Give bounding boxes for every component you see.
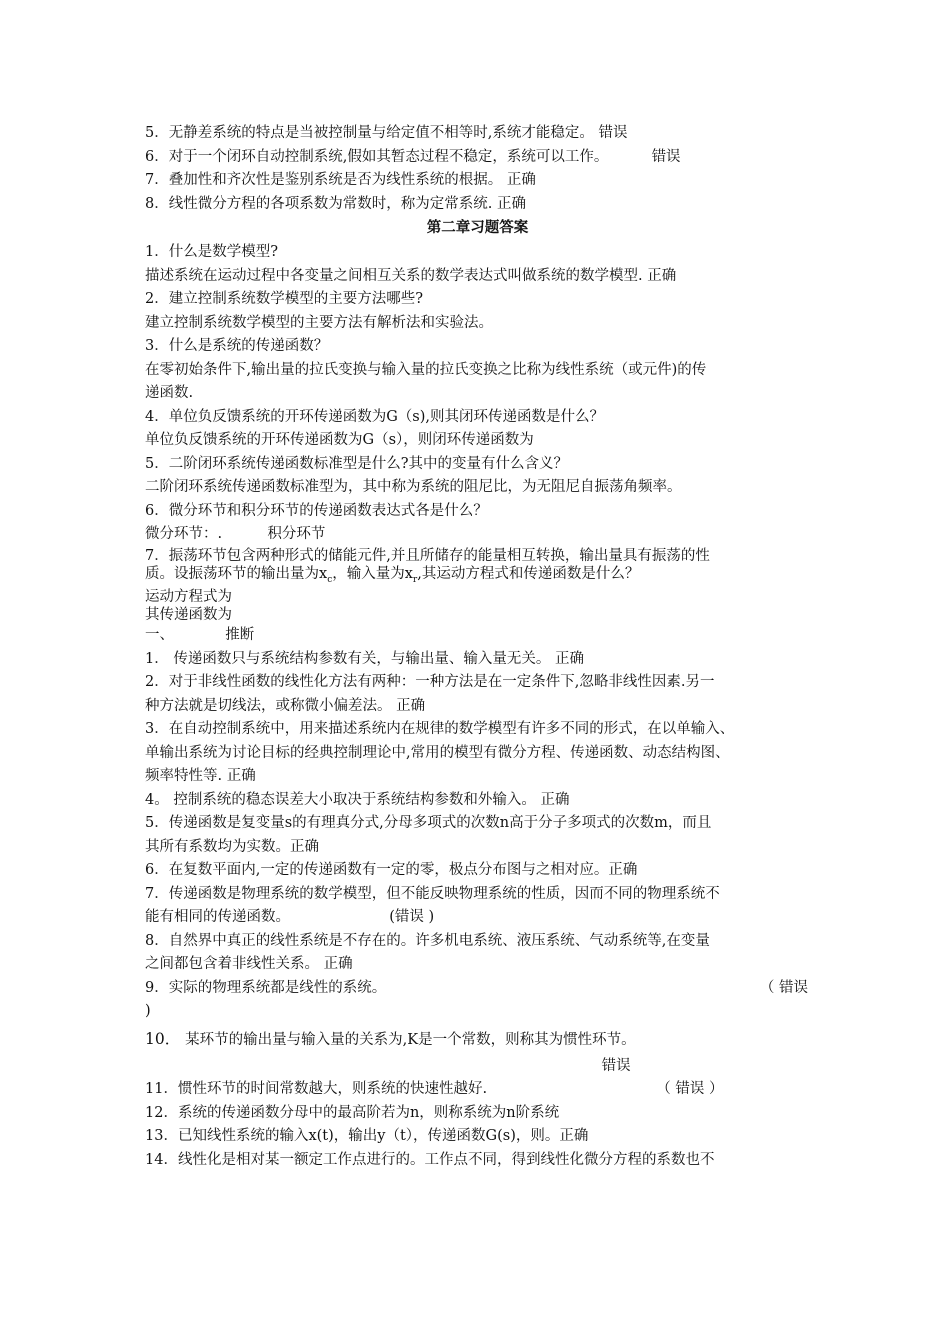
document-page [145, 122, 810, 1172]
question: 2．建立控制系统数学模型的主要方法哪些? [145, 291, 423, 307]
judge-item: 13．已知线性系统的输入x(t)，输出y（t），传递函数G(s)，则。正确 [145, 1128, 589, 1145]
judge-item: 3．在自动控制系统中，用来描述系统内在规律的数学模型有许多不同的形式，在以单输入、 [145, 721, 735, 738]
judge-item [145, 1055, 810, 1079]
answer: 错误 [601, 1057, 631, 1074]
answer: （ 错误 ） [656, 1081, 724, 1098]
answer-text: 单位负反馈系统的开环传递函数为G（s），则闭环传递函数为 [145, 432, 534, 448]
judge-item: 12．系统的传递函数分母中的最高阶若为n，则称系统为n阶系统 [145, 1104, 560, 1121]
section-heading: 一、 推断 [145, 627, 255, 644]
text-line: 8．线性微分方程的各项系数为常数时，称为定常系统. 正确 [145, 195, 526, 212]
answer-text: 其传递函数为 [145, 607, 232, 624]
judge-item: 4。 控制系统的稳态误差大小取决于系统结构参数和外输入。 正确 [145, 791, 570, 808]
answer-text [145, 523, 810, 547]
answer-text: 在零初始条件下,输出量的拉氏变换与输入量的拉氏变换之比称为线性系统（或元件)的传 [145, 361, 707, 378]
answer-text: 描述系统在运动过程中各变量之间相互关系的数学表达式叫做系统的数学模型. 正确 [145, 267, 677, 284]
question: 5．二阶闭环系统传递函数标准型是什么?其中的变量有什么含义？ [145, 455, 568, 472]
int-label: 积分环节 [267, 526, 326, 542]
judge-item: ) [145, 1003, 151, 1020]
question: 质。设振荡环节的输出量为$x_c$，输入量为$x_r$,其运动方程式和传递函数是什么？ [145, 565, 640, 585]
answer-text: 建立控制系统数学模型的主要方法有解析法和实验法。 [145, 314, 493, 331]
chapter-title: 第二章习题答案 [426, 220, 529, 236]
text-line: 7．叠加性和齐次性是鉴别系统是否为线性系统的根据。 正确 [145, 172, 536, 188]
judge-item: 8．自然界中真正的线性系统是不存在的。许多机电系统、液压系统、气动系统等,在变量 [145, 932, 710, 949]
judge-item: 频率特性等. 正确 [145, 768, 256, 785]
question: 3．什么是系统的传递函数？ [145, 338, 329, 354]
judge-item: 11．惯性环节的时间常数越大，则系统的快速性越好. （ 错误 ） [145, 1081, 724, 1098]
answer-text: 递函数. [145, 385, 194, 401]
judge-item: 能有相同的传递函数。 (错误 ) [145, 909, 435, 926]
judge-item: 单输出系统为讨论目标的经典控制理论中,常用的模型有微分方程、传递函数、动态结构图、 [145, 744, 730, 761]
question: 1．什么是数学模型? [145, 244, 278, 260]
judge-item: 9．实际的物理系统都是线性的系统。 （ 错误 [145, 977, 810, 1001]
answer-text: 运动方程式为 [145, 589, 232, 606]
answer: (错误 ) [389, 909, 435, 926]
judge-item: 10． 某环节的输出量与输入量的关系为,K是一个常数，则称其为惯性环节。 [145, 1029, 636, 1048]
judge-item: 2．对于非线性函数的线性化方法有两种：一种方法是在一定条件下,忽略非线性因素.另一 [145, 674, 715, 691]
judge-item: 其所有系数均为实数。正确 [145, 838, 319, 855]
judge-item: 14．线性化是相对某一额定工作点进行的。工作点不同，得到线性化微分方程的系数也不 [145, 1151, 715, 1168]
question: 7．振荡环节包含两种形式的储能元件,并且所储存的能量相互转换，输出量具有振荡的性 [145, 547, 710, 564]
text-line: 5．无静差系统的特点是当被控制量与给定值不相等时,系统才能稳定。 错误 [145, 125, 628, 141]
judge-item: 之间都包含着非线性关系。 正确 [145, 956, 353, 973]
judge-item: 5．传递函数是复变量s的有理真分式,分母多项式的次数n高于分子多项式的次数m，而且 [145, 815, 712, 832]
diff-label: 微分环节：. [145, 526, 223, 542]
question: 6．微分环节和积分环节的传递函数表达式各是什么？ [145, 502, 488, 519]
question: 4．单位负反馈系统的开环传递函数为G（s),则其闭环传递函数是什么？ [145, 408, 605, 425]
judge-item: 7．传递函数是物理系统的数学模型，但不能反映物理系统的性质，因而不同的物理系统不 [145, 885, 720, 902]
answer: 错误 [651, 148, 681, 165]
statement: 6．对于一个闭环自动控制系统,假如其暂态过程不稳定，系统可以工作。 [145, 148, 609, 165]
text-line [145, 146, 810, 170]
judge-item: 种方法就是切线法，或称微小偏差法。 正确 [145, 697, 426, 714]
judge-item: 6．在复数平面内,一定的传递函数有一定的零，极点分布图与之相对应。正确 [145, 862, 638, 879]
answer: （ 错误 [759, 979, 808, 996]
judge-item: 1． 传递函数只与系统结构参数有关，与输出量、输入量无关。 正确 [145, 650, 584, 667]
answer-text: 二阶闭环系统传递函数标准型为，其中称为系统的阻尼比，为无阻尼自振荡角频率。 [145, 479, 682, 495]
